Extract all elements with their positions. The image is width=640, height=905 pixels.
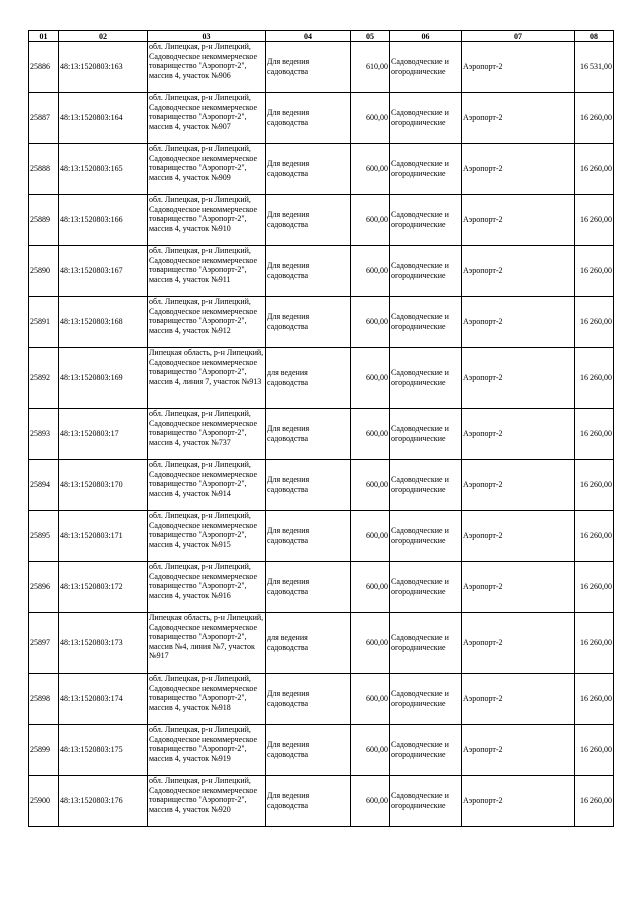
- cell-area-text: 600,00: [366, 266, 388, 276]
- header-col-02: 02: [59, 31, 148, 42]
- cell-permitted-use-text: Для ведения садоводства: [267, 689, 310, 708]
- cell-settlement-name-text: Аэропорт-2: [463, 266, 503, 276]
- cell-settlement-name: [462, 613, 575, 674]
- cell-land-category: [390, 674, 462, 725]
- cell-permitted-use-text: Для ведения садоводства: [267, 475, 310, 494]
- cell-address-text: обл. Липецкая, р-н Липецкий, Садоводческое некоммерческое товарищество "Аэропорт-2", массив 4, участок №918: [149, 674, 258, 712]
- cell-record-number-text: 25895: [30, 531, 50, 541]
- cell-area: [351, 511, 390, 562]
- cell-land-category-text: Садоводческие и огороднические: [391, 57, 449, 76]
- cell-cadastral-number-text: 48:13:1520803:173: [60, 638, 123, 648]
- cell-cadastral-value-text: 16 260,00: [580, 317, 612, 327]
- cell-settlement-name-text: Аэропорт-2: [463, 796, 503, 806]
- cell-settlement-name-text: Аэропорт-2: [463, 531, 503, 541]
- cell-land-category-text: Садоводческие и огороднические: [391, 689, 449, 708]
- cell-area-text: 600,00: [366, 796, 388, 806]
- cell-permitted-use: [266, 93, 351, 144]
- cell-address: [148, 725, 266, 776]
- cell-record-number-text: 25896: [30, 582, 50, 592]
- cell-cadastral-number: [59, 460, 148, 511]
- cell-area: [351, 562, 390, 613]
- cell-permitted-use-text: Для ведения садоводства: [267, 526, 310, 545]
- land-register-table: [28, 30, 614, 827]
- cell-cadastral-value: [575, 409, 614, 460]
- cell-cadastral-value: [575, 460, 614, 511]
- cell-cadastral-number: [59, 776, 148, 827]
- cell-land-category-text: Садоводческие и огороднические: [391, 159, 449, 178]
- cell-settlement-name: [462, 297, 575, 348]
- cell-permitted-use-text: для ведения садоводства: [267, 633, 309, 652]
- cell-settlement-name: [462, 348, 575, 409]
- cell-cadastral-number: [59, 144, 148, 195]
- cell-land-category-text: Садоводческие и огороднические: [391, 368, 449, 387]
- cell-land-category: [390, 460, 462, 511]
- cell-cadastral-number-text: 48:13:1520803:170: [60, 480, 123, 490]
- cell-cadastral-number: [59, 562, 148, 613]
- cell-cadastral-number: [59, 409, 148, 460]
- cell-area: [351, 93, 390, 144]
- cell-record-number: [29, 613, 59, 674]
- cell-settlement-name: [462, 725, 575, 776]
- cell-settlement-name: [462, 776, 575, 827]
- cell-address-text: обл. Липецкая, р-н Липецкий, Садоводческое некоммерческое товарищество "Аэропорт-2", массив 4, участок №911: [149, 246, 258, 284]
- header-row: [29, 31, 614, 42]
- cell-cadastral-value: [575, 776, 614, 827]
- cell-cadastral-number-text: 48:13:1520803:176: [60, 796, 123, 806]
- cell-record-number: [29, 562, 59, 613]
- table-row: [29, 776, 614, 827]
- cell-area: [351, 195, 390, 246]
- cell-land-category-text: Садоводческие и огороднические: [391, 424, 449, 443]
- cell-settlement-name-text: Аэропорт-2: [463, 164, 503, 174]
- table-row: [29, 460, 614, 511]
- cell-cadastral-number: [59, 195, 148, 246]
- cell-cadastral-value-text: 16 260,00: [580, 582, 612, 592]
- cell-land-category-text: Садоводческие и огороднические: [391, 261, 449, 280]
- cell-record-number: [29, 93, 59, 144]
- cell-cadastral-number-text: 48:13:1520803:171: [60, 531, 123, 541]
- cell-cadastral-value: [575, 613, 614, 674]
- cell-land-category: [390, 195, 462, 246]
- cell-land-category-text: Садоводческие и огороднические: [391, 577, 449, 596]
- cell-settlement-name-text: Аэропорт-2: [463, 317, 503, 327]
- cell-cadastral-value: [575, 562, 614, 613]
- cell-cadastral-value: [575, 297, 614, 348]
- cell-land-category-text: Садоводческие и огороднические: [391, 312, 449, 331]
- cell-record-number-text: 25890: [30, 266, 50, 276]
- cell-cadastral-value-text: 16 260,00: [580, 429, 612, 439]
- cell-land-category-text: Садоводческие и огороднические: [391, 210, 449, 229]
- cell-address-text: обл. Липецкая, р-н Липецкий, Садоводческое некоммерческое товарищество "Аэропорт-2", массив 4, участок №737: [149, 409, 258, 447]
- table-row: [29, 674, 614, 725]
- cell-cadastral-value: [575, 674, 614, 725]
- cell-address: [148, 562, 266, 613]
- cell-cadastral-number-text: 48:13:1520803:168: [60, 317, 123, 327]
- cell-settlement-name-text: Аэропорт-2: [463, 694, 503, 704]
- cell-permitted-use-text: Для ведения садоводства: [267, 791, 310, 810]
- cell-cadastral-value: [575, 348, 614, 409]
- cell-land-category: [390, 562, 462, 613]
- cell-land-category: [390, 93, 462, 144]
- cell-permitted-use-text: Для ведения садоводства: [267, 424, 310, 443]
- cell-cadastral-value: [575, 511, 614, 562]
- cell-record-number-text: 25898: [30, 694, 50, 704]
- table-body: [29, 42, 614, 827]
- cell-address-text: обл. Липецкая, р-н Липецкий, Садоводческое некоммерческое товарищество "Аэропорт-2", массив 4, участок №909: [149, 144, 258, 182]
- cell-cadastral-value-text: 16 260,00: [580, 113, 612, 123]
- cell-permitted-use-text: Для ведения садоводства: [267, 108, 310, 127]
- cell-address-text: обл. Липецкая, р-н Липецкий, Садоводческое некоммерческое товарищество "Аэропорт-2", массив 4, участок №916: [149, 562, 258, 600]
- cell-permitted-use-text: Для ведения садоводства: [267, 57, 310, 76]
- cell-permitted-use-text: для ведения садоводства: [267, 368, 309, 387]
- cell-address-text: обл. Липецкая, р-н Липецкий, Садоводческое некоммерческое товарищество "Аэропорт-2", массив 4, участок №906: [149, 42, 258, 80]
- cell-record-number-text: 25899: [30, 745, 50, 755]
- cell-permitted-use: [266, 674, 351, 725]
- cell-cadastral-value-text: 16 531,00: [580, 62, 612, 72]
- cell-area: [351, 613, 390, 674]
- cell-address-text: обл. Липецкая, р-н Липецкий, Садоводческое некоммерческое товарищество "Аэропорт-2", массив 4, участок №919: [149, 725, 258, 763]
- cell-land-category-text: Садоводческие и огороднические: [391, 791, 449, 810]
- cell-record-number: [29, 348, 59, 409]
- cell-cadastral-value-text: 16 260,00: [580, 373, 612, 383]
- cell-settlement-name-text: Аэропорт-2: [463, 373, 503, 383]
- cell-cadastral-value: [575, 246, 614, 297]
- cell-area: [351, 725, 390, 776]
- cell-land-category: [390, 348, 462, 409]
- cell-cadastral-number: [59, 297, 148, 348]
- cell-permitted-use: [266, 195, 351, 246]
- cell-record-number: [29, 460, 59, 511]
- cell-address-text: обл. Липецкая, р-н Липецкий, Садоводческое некоммерческое товарищество "Аэропорт-2", массив 4, участок №910: [149, 195, 258, 233]
- cell-cadastral-value-text: 16 260,00: [580, 745, 612, 755]
- cell-settlement-name-text: Аэропорт-2: [463, 480, 503, 490]
- cell-address: [148, 297, 266, 348]
- cell-permitted-use-text: Для ведения садоводства: [267, 740, 310, 759]
- cell-permitted-use: [266, 246, 351, 297]
- cell-area-text: 600,00: [366, 638, 388, 648]
- cell-address: [148, 460, 266, 511]
- table-row: [29, 93, 614, 144]
- cell-area-text: 600,00: [366, 531, 388, 541]
- cell-record-number-text: 25897: [30, 638, 50, 648]
- cell-permitted-use-text: Для ведения садоводства: [267, 261, 310, 280]
- cell-area: [351, 460, 390, 511]
- header-col-05: 05: [351, 31, 390, 42]
- cell-area: [351, 297, 390, 348]
- cell-cadastral-number: [59, 613, 148, 674]
- cell-land-category-text: Садоводческие и огороднические: [391, 740, 449, 759]
- cell-cadastral-number: [59, 511, 148, 562]
- cell-address: [148, 613, 266, 674]
- cell-land-category: [390, 144, 462, 195]
- table-row: [29, 144, 614, 195]
- cell-permitted-use-text: Для ведения садоводства: [267, 312, 310, 331]
- cell-cadastral-value: [575, 725, 614, 776]
- cell-record-number-text: 25891: [30, 317, 50, 327]
- header-col-08: 08: [575, 31, 614, 42]
- cell-settlement-name: [462, 42, 575, 93]
- cell-permitted-use-text: Для ведения садоводства: [267, 159, 310, 178]
- cell-cadastral-number: [59, 246, 148, 297]
- cell-address-text: обл. Липецкая, р-н Липецкий, Садоводческое некоммерческое товарищество "Аэропорт-2", массив 4, участок №915: [149, 511, 258, 549]
- cell-settlement-name-text: Аэропорт-2: [463, 582, 503, 592]
- cell-area-text: 600,00: [366, 164, 388, 174]
- cell-cadastral-value: [575, 144, 614, 195]
- cell-cadastral-number-text: 48:13:1520803:174: [60, 694, 123, 704]
- cell-record-number-text: 25892: [30, 373, 50, 383]
- cell-permitted-use-text: Для ведения садоводства: [267, 210, 310, 229]
- cell-land-category-text: Садоводческие и огороднические: [391, 475, 449, 494]
- cell-settlement-name-text: Аэропорт-2: [463, 62, 503, 72]
- cell-permitted-use: [266, 776, 351, 827]
- cell-area: [351, 348, 390, 409]
- cell-cadastral-number-text: 48:13:1520803:17: [60, 429, 119, 439]
- cell-address-text: Липецкая область, р-н Липецкий, Садоводческое некоммерческое товарищество "Аэропорт-2", массив №4, линия №7, участок №917: [149, 613, 264, 661]
- cell-settlement-name: [462, 409, 575, 460]
- cell-cadastral-number: [59, 42, 148, 93]
- cell-cadastral-value-text: 16 260,00: [580, 694, 612, 704]
- cell-settlement-name: [462, 460, 575, 511]
- cell-cadastral-number-text: 48:13:1520803:166: [60, 215, 123, 225]
- cell-cadastral-number-text: 48:13:1520803:175: [60, 745, 123, 755]
- cell-cadastral-value-text: 16 260,00: [580, 266, 612, 276]
- cell-settlement-name-text: Аэропорт-2: [463, 215, 503, 225]
- cell-settlement-name: [462, 195, 575, 246]
- cell-area: [351, 674, 390, 725]
- cell-permitted-use: [266, 562, 351, 613]
- cell-record-number: [29, 511, 59, 562]
- cell-cadastral-number-text: 48:13:1520803:163: [60, 62, 123, 72]
- header-col-04: 04: [266, 31, 351, 42]
- cell-area: [351, 144, 390, 195]
- cell-record-number-text: 25888: [30, 164, 50, 174]
- cell-address-text: обл. Липецкая, р-н Липецкий, Садоводческое некоммерческое товарищество "Аэропорт-2", массив 4, участок №914: [149, 460, 258, 498]
- cell-permitted-use: [266, 348, 351, 409]
- cell-permitted-use: [266, 297, 351, 348]
- cell-land-category: [390, 511, 462, 562]
- cell-cadastral-value-text: 16 260,00: [580, 531, 612, 541]
- cell-area-text: 610,00: [366, 62, 388, 72]
- cell-record-number: [29, 144, 59, 195]
- cell-land-category: [390, 246, 462, 297]
- cell-cadastral-number-text: 48:13:1520803:164: [60, 113, 123, 123]
- cell-address-text: обл. Липецкая, р-н Липецкий, Садоводческое некоммерческое товарищество "Аэропорт-2", массив 4, участок №907: [149, 93, 258, 131]
- cell-address: [148, 195, 266, 246]
- cell-cadastral-value-text: 16 260,00: [580, 638, 612, 648]
- cell-cadastral-number: [59, 93, 148, 144]
- cell-settlement-name-text: Аэропорт-2: [463, 745, 503, 755]
- cell-cadastral-number-text: 48:13:1520803:167: [60, 266, 123, 276]
- cell-land-category-text: Садоводческие и огороднические: [391, 633, 449, 652]
- cell-permitted-use: [266, 460, 351, 511]
- cell-permitted-use: [266, 613, 351, 674]
- cell-record-number: [29, 409, 59, 460]
- cell-area-text: 600,00: [366, 694, 388, 704]
- cell-cadastral-number: [59, 674, 148, 725]
- cell-cadastral-number-text: 48:13:1520803:172: [60, 582, 123, 592]
- cell-settlement-name-text: Аэропорт-2: [463, 113, 503, 123]
- cell-record-number: [29, 246, 59, 297]
- cell-address: [148, 511, 266, 562]
- cell-cadastral-value: [575, 42, 614, 93]
- cell-cadastral-value-text: 16 260,00: [580, 480, 612, 490]
- cell-settlement-name: [462, 144, 575, 195]
- cell-record-number-text: 25889: [30, 215, 50, 225]
- cell-cadastral-value-text: 16 260,00: [580, 796, 612, 806]
- cell-land-category: [390, 297, 462, 348]
- cell-cadastral-number: [59, 725, 148, 776]
- cell-address: [148, 246, 266, 297]
- cell-settlement-name: [462, 246, 575, 297]
- cell-address-text: обл. Липецкая, р-н Липецкий, Садоводческое некоммерческое товарищество "Аэропорт-2", массив 4, участок №912: [149, 297, 258, 335]
- cell-address: [148, 93, 266, 144]
- cell-permitted-use: [266, 144, 351, 195]
- cell-record-number: [29, 776, 59, 827]
- cell-area-text: 600,00: [366, 113, 388, 123]
- cell-area: [351, 409, 390, 460]
- cell-address: [148, 776, 266, 827]
- cell-record-number: [29, 195, 59, 246]
- cell-area-text: 600,00: [366, 373, 388, 383]
- cell-cadastral-value-text: 16 260,00: [580, 164, 612, 174]
- cell-area-text: 600,00: [366, 745, 388, 755]
- table-row: [29, 246, 614, 297]
- table-row: [29, 195, 614, 246]
- cell-permitted-use: [266, 409, 351, 460]
- cell-land-category: [390, 725, 462, 776]
- cell-land-category: [390, 613, 462, 674]
- cell-cadastral-value-text: 16 260,00: [580, 215, 612, 225]
- cell-land-category: [390, 409, 462, 460]
- table-row: [29, 725, 614, 776]
- cell-settlement-name: [462, 511, 575, 562]
- cell-record-number: [29, 297, 59, 348]
- cell-land-category: [390, 776, 462, 827]
- cell-area-text: 600,00: [366, 429, 388, 439]
- header-col-03: 03: [148, 31, 266, 42]
- header-col-07: 07: [462, 31, 575, 42]
- cell-record-number-text: 25900: [30, 796, 50, 806]
- cell-address: [148, 42, 266, 93]
- cell-settlement-name: [462, 562, 575, 613]
- cell-area-text: 600,00: [366, 480, 388, 490]
- table-row: [29, 409, 614, 460]
- table-row: [29, 613, 614, 674]
- cell-settlement-name: [462, 93, 575, 144]
- cell-record-number: [29, 725, 59, 776]
- cell-area: [351, 42, 390, 93]
- cell-permitted-use-text: Для ведения садоводства: [267, 577, 310, 596]
- cell-address: [148, 674, 266, 725]
- table-row: [29, 348, 614, 409]
- cell-settlement-name-text: Аэропорт-2: [463, 638, 503, 648]
- cell-land-category-text: Садоводческие и огороднические: [391, 108, 449, 127]
- cell-area: [351, 246, 390, 297]
- cell-area: [351, 776, 390, 827]
- cell-area-text: 600,00: [366, 317, 388, 327]
- header-col-06: 06: [390, 31, 462, 42]
- cell-cadastral-number: [59, 348, 148, 409]
- cell-address: [148, 348, 266, 409]
- cell-record-number: [29, 674, 59, 725]
- cell-area-text: 600,00: [366, 582, 388, 592]
- cell-area-text: 600,00: [366, 215, 388, 225]
- cell-record-number-text: 25887: [30, 113, 50, 123]
- table-row: [29, 562, 614, 613]
- cell-settlement-name: [462, 674, 575, 725]
- cell-record-number-text: 25893: [30, 429, 50, 439]
- table-row: [29, 42, 614, 93]
- cell-record-number: [29, 42, 59, 93]
- table-row: [29, 297, 614, 348]
- cell-address: [148, 144, 266, 195]
- cell-address-text: Липецкая область, р-н Липецкий, Садоводческое некоммерческое товарищество "Аэропорт-2", массив 4, линия 7, участок №913: [149, 348, 264, 386]
- cell-record-number-text: 25886: [30, 62, 50, 72]
- cell-address-text: обл. Липецкая, р-н Липецкий, Садоводческое некоммерческое товарищество "Аэропорт-2", массив 4, участок №920: [149, 776, 258, 814]
- header-col-01: 01: [29, 31, 59, 42]
- cell-cadastral-number-text: 48:13:1520803:165: [60, 164, 123, 174]
- cell-land-category: [390, 42, 462, 93]
- cell-permitted-use: [266, 511, 351, 562]
- cell-cadastral-value: [575, 195, 614, 246]
- cell-permitted-use: [266, 42, 351, 93]
- cell-permitted-use: [266, 725, 351, 776]
- cell-record-number-text: 25894: [30, 480, 50, 490]
- table-row: [29, 511, 614, 562]
- cell-settlement-name-text: Аэропорт-2: [463, 429, 503, 439]
- cell-address: [148, 409, 266, 460]
- cell-land-category-text: Садоводческие и огороднические: [391, 526, 449, 545]
- cell-cadastral-number-text: 48:13:1520803:169: [60, 373, 123, 383]
- cell-cadastral-value: [575, 93, 614, 144]
